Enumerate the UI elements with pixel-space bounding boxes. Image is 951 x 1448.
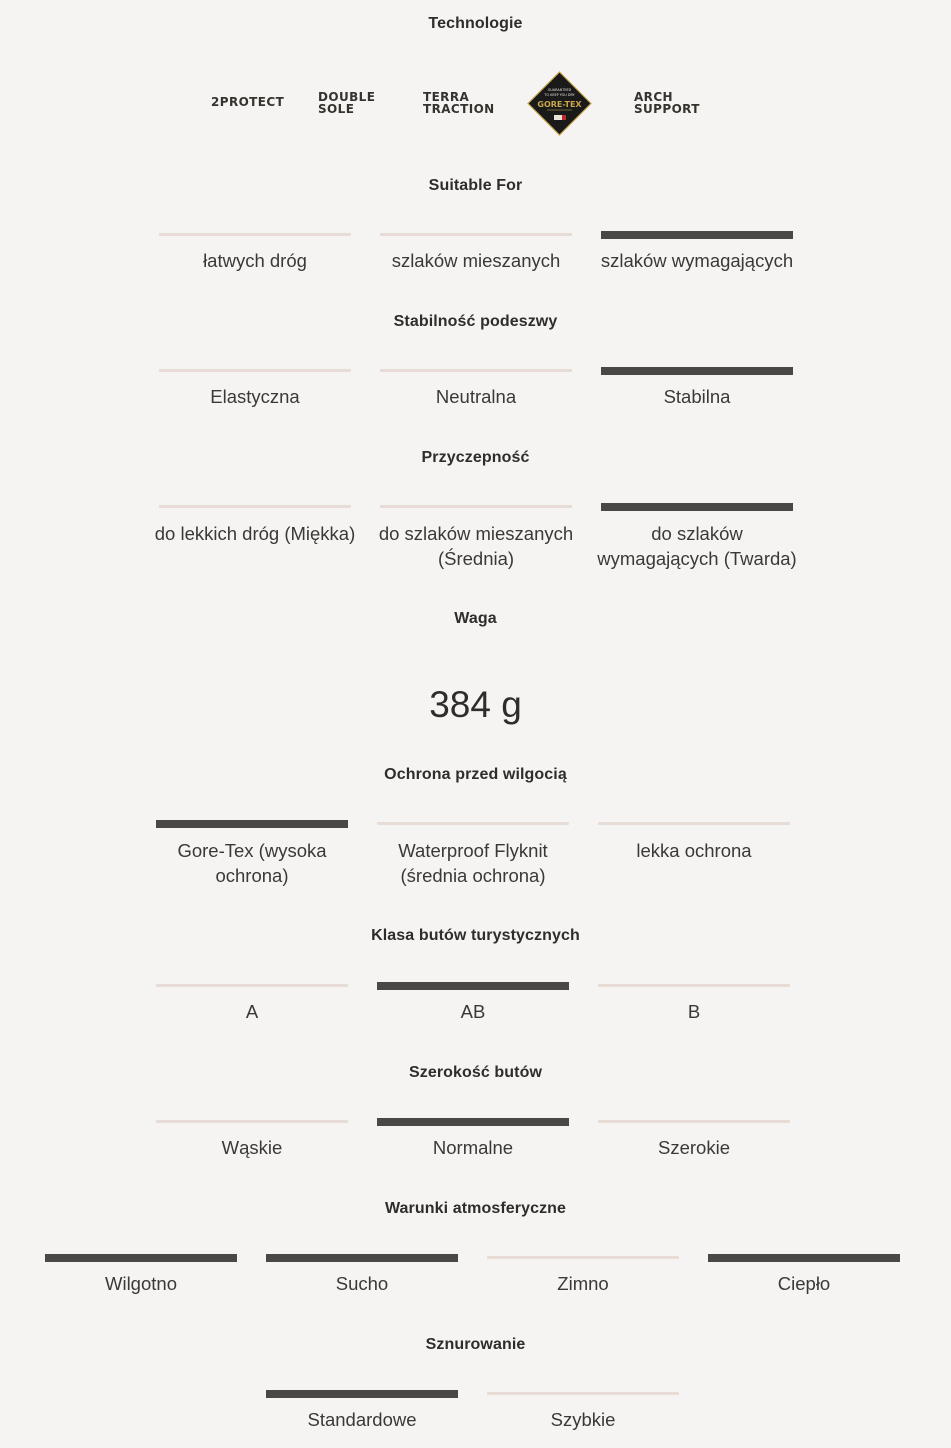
width-option-normal-bar [377, 1118, 569, 1126]
width-option-wide-label: Szerokie [658, 1137, 730, 1158]
tech-arch-support-logo [634, 92, 700, 115]
weather-option-dry-label: Sucho [335, 1273, 389, 1294]
weather-title: Warunki atmosferyczne [384, 1200, 567, 1217]
moisture-option-light-label: lekka ochrona [636, 840, 752, 861]
moisture-option-gore-tex-bar [156, 820, 348, 828]
moisture-option-light [598, 822, 790, 861]
grip-option-hard [597, 503, 797, 569]
suitable-option-easy-bar [159, 233, 351, 236]
suitable-option-mixed [380, 233, 572, 271]
weight-value: 384 g [429, 684, 522, 725]
class-option-ab [377, 982, 569, 1022]
suitable-option-easy [159, 233, 351, 271]
class-option-b [598, 984, 790, 1022]
width-option-narrow-bar [156, 1120, 348, 1123]
class-title: Klasa butów turystycznych [371, 927, 580, 944]
grip-title: Przyczepność [421, 449, 530, 466]
grip-option-soft [154, 505, 356, 544]
stability-option-stable [601, 367, 793, 407]
moisture-title: Ochrona przed wilgocią [384, 766, 567, 783]
suitable-option-easy-label: łatwych dróg [203, 250, 307, 271]
class-option-a [156, 984, 348, 1022]
weather-option-dry [266, 1254, 458, 1294]
class-option-b-label: B [687, 1001, 701, 1022]
stability-option-flexible-label: Elastyczna [210, 386, 300, 407]
moisture-option-flyknit [377, 822, 569, 886]
grip-option-medium [378, 505, 574, 569]
moisture-option-light-bar [598, 822, 790, 825]
moisture-option-gore-tex-label: Gore-Tex (wysoka ochrona) [177, 840, 327, 886]
width-option-normal [377, 1118, 569, 1158]
svg-text:GORE-TEX: GORE-TEX [537, 100, 582, 109]
suitable-option-demanding [600, 231, 794, 271]
gore-tex-badge-icon [527, 71, 592, 136]
class-option-a-label: A [245, 1001, 259, 1022]
stability-option-stable-bar [601, 367, 793, 375]
svg-text:GUARANTEED: GUARANTEED [547, 88, 572, 92]
width-title: Szerokość butów [408, 1064, 543, 1081]
lacing-option-quick-bar [487, 1392, 679, 1395]
grip-option-soft-label: do lekkich dróg (Miękka) [154, 523, 356, 544]
suitable-option-demanding-label: szlaków wymagających [600, 250, 794, 271]
width-option-narrow [156, 1120, 348, 1158]
class-option-b-bar [598, 984, 790, 987]
lacing-option-standard-bar [266, 1390, 458, 1398]
tech-double-sole-line2: SOLE [318, 101, 355, 116]
tech-2protect-logo [211, 97, 284, 109]
tech-terra-traction-line1: TERRA [423, 90, 470, 104]
tech-double-sole-line1: DOUBLE [318, 90, 376, 104]
class-option-ab-bar [377, 982, 569, 990]
tech-2protect-text: 2PROTECT [211, 95, 285, 109]
weather-option-warm [708, 1254, 900, 1294]
lacing-option-standard [266, 1390, 458, 1430]
weight-title: Waga [454, 610, 497, 627]
suitable-for-title: Suitable For [428, 177, 523, 194]
weather-option-wet-bar [45, 1254, 237, 1262]
stability-option-neutral [380, 369, 572, 407]
moisture-option-gore-tex [156, 820, 348, 886]
stability-option-neutral-bar [380, 369, 572, 372]
weather-option-wet [45, 1254, 237, 1294]
tech-arch-support-line2: SUPPORT [634, 101, 700, 116]
stability-option-flexible [159, 369, 351, 407]
weather-option-cold [487, 1256, 679, 1294]
grip-option-medium-bar [380, 505, 572, 508]
tech-terra-traction-logo [423, 92, 495, 115]
width-option-wide-bar [598, 1120, 790, 1123]
width-option-narrow-label: Wąskie [221, 1137, 283, 1158]
weather-option-warm-bar [708, 1254, 900, 1262]
lacing-option-quick-label: Szybkie [550, 1409, 616, 1430]
suitable-option-demanding-bar [601, 231, 793, 239]
grip-option-hard-bar [601, 503, 793, 511]
suitable-option-mixed-bar [380, 233, 572, 236]
moisture-option-flyknit-label: Waterproof Flyknit (średnia ochrona) [398, 840, 548, 886]
tech-arch-support-line1: ARCH [634, 90, 673, 104]
suitable-option-mixed-label: szlaków mieszanych [391, 250, 561, 271]
class-option-a-bar [156, 984, 348, 987]
weather-option-cold-bar [487, 1256, 679, 1259]
width-option-normal-label: Normalne [432, 1137, 514, 1158]
tech-double-sole-logo [318, 92, 375, 115]
class-option-ab-label: AB [460, 1001, 486, 1022]
grip-option-soft-bar [159, 505, 351, 508]
lacing-option-standard-label: Standardowe [307, 1409, 417, 1430]
weather-option-wet-label: Wilgotno [105, 1273, 177, 1294]
technologies-title: Technologie [428, 15, 523, 32]
stability-option-neutral-label: Neutralna [435, 386, 517, 407]
stability-title: Stabilność podeszwy [393, 313, 558, 330]
tech-terra-traction-line2: TRACTION [423, 101, 495, 116]
moisture-option-flyknit-bar [377, 822, 569, 825]
lacing-option-quick [487, 1392, 679, 1430]
width-option-wide [598, 1120, 790, 1158]
stability-option-stable-label: Stabilna [663, 386, 731, 407]
weather-option-warm-label: Ciepło [777, 1273, 831, 1294]
svg-text:TO KEEP YOU DRY: TO KEEP YOU DRY [544, 93, 575, 97]
weather-option-dry-bar [266, 1254, 458, 1262]
weather-option-cold-label: Zimno [557, 1273, 609, 1294]
grip-option-medium-label: do szlaków mieszanych (Średnia) [378, 523, 574, 569]
grip-option-hard-label: do szlaków wymagających (Twarda) [597, 523, 797, 569]
stability-option-flexible-bar [159, 369, 351, 372]
lacing-title: Sznurowanie [425, 1336, 526, 1353]
